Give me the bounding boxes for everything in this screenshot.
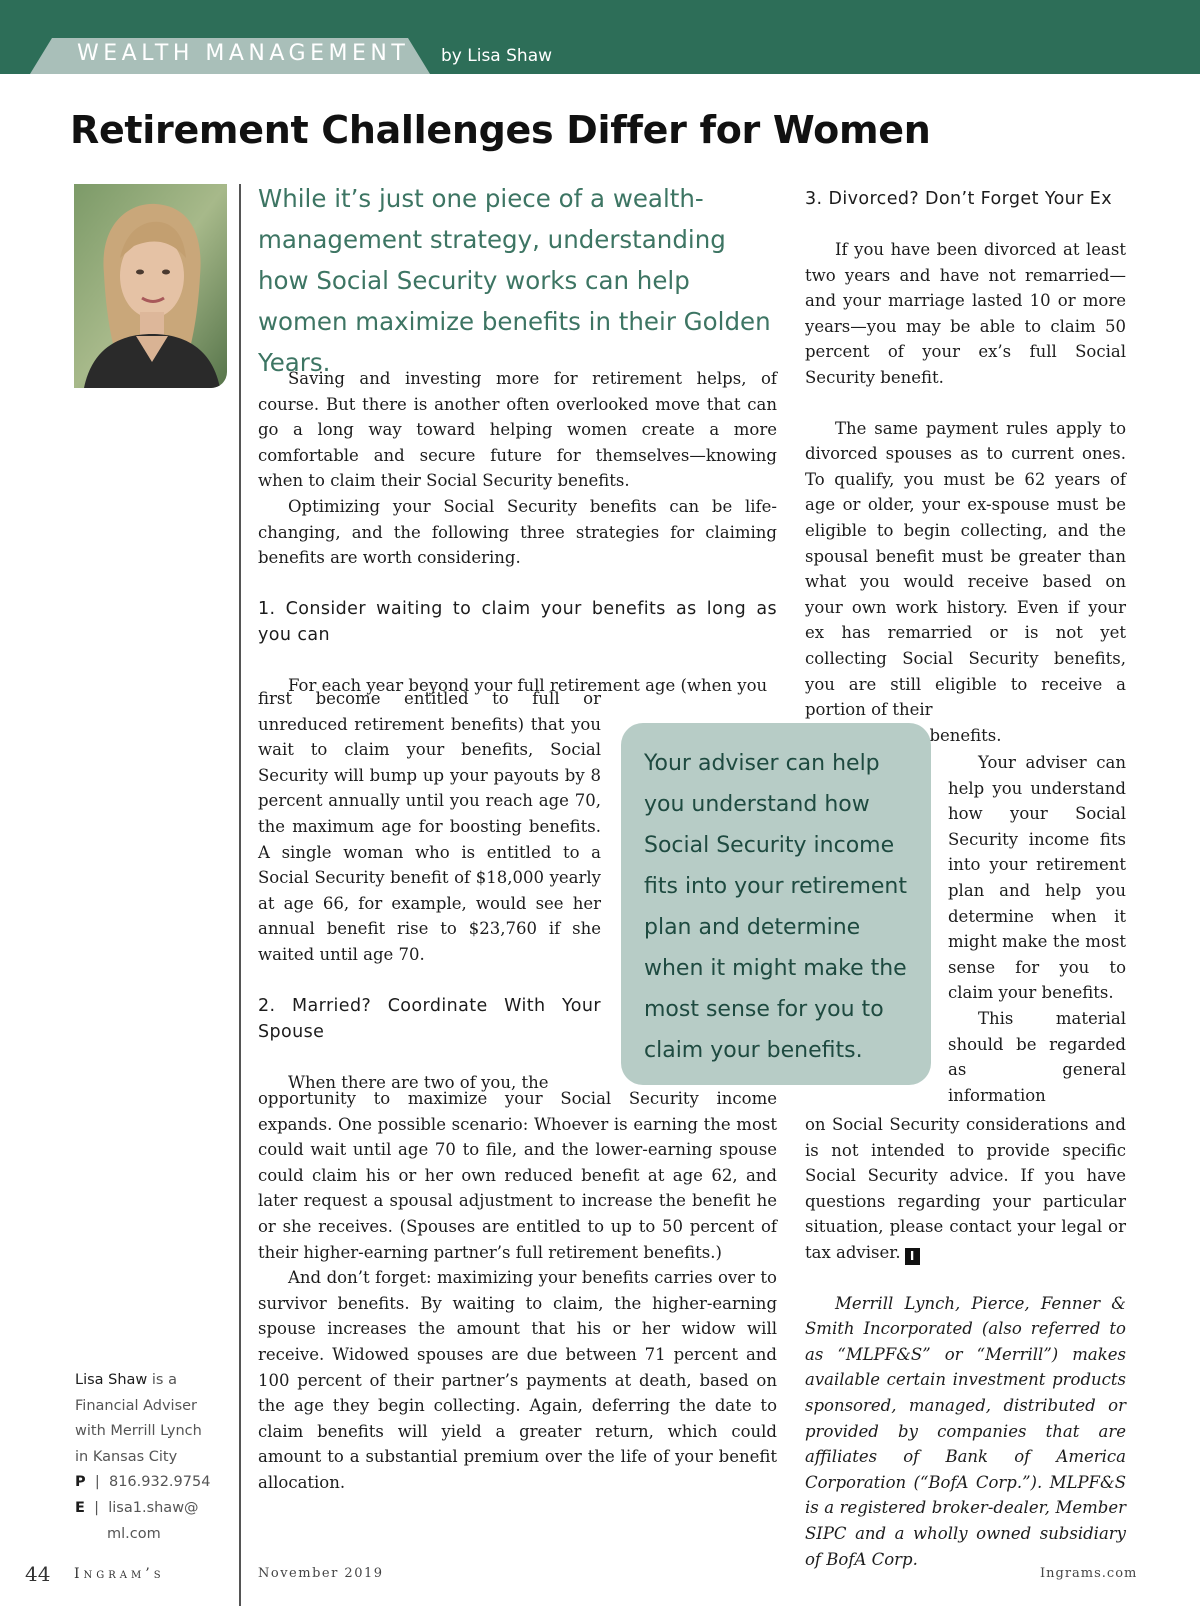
page-number: 44	[25, 1562, 51, 1586]
section-2-paragraph-2: And don’t forget: maximizing your benefits carries over to survivor benefits. By waiting to claim, the higher-earning spouse increases the amount that his or her widow will receive. Widowed spouses are due between 71 percent and 100 percent of their partner’s payments at death, based on the age they begin collecting. Again, deferring the date to claim benefits will yield a greater return, which could amount to a substantial premium over the life of your benefit allocation.	[258, 1268, 777, 1492]
author-photo	[74, 184, 227, 388]
section-1-paragraph-start: For each year beyond your full retirement age (when you	[288, 675, 768, 695]
bio-name: Lisa Shaw	[75, 1372, 148, 1388]
byline: by Lisa Shaw	[441, 46, 553, 66]
bio-line-1: is a	[147, 1372, 177, 1388]
section-2-heading: 2. Married? Coordinate With Your Spouse	[258, 995, 601, 1042]
phone-label: P	[75, 1474, 86, 1491]
email-label: E	[75, 1499, 85, 1516]
column-2-wrap	[948, 750, 1126, 1108]
section-2-paragraph-start: When there are two of you, the	[288, 1072, 549, 1092]
column-1-lower	[258, 1086, 777, 1496]
magazine-name: Ingram’s	[74, 1566, 165, 1582]
disclaimer: Merrill Lynch, Pierce, Fenner & Smith Incorporated (also referred to as “MLPF&S” or “Merrill”) makes available certain investment products sponsored, managed, distributed or provided by companies that are affiliates of Bank of America Corporation (“BofA Corp.”). MLPF&S is a registered broker-dealer, Member SIPC and a wholly owned subsidiary of BofA Corp.	[805, 1293, 1126, 1569]
column-1-intro	[258, 366, 777, 698]
bio-email-row: E | lisa1.shaw@	[75, 1499, 199, 1516]
website-link[interactable]: Ingrams.com	[1040, 1566, 1138, 1581]
issue-date: November 2019	[258, 1566, 384, 1581]
article-deck: While it’s just one piece of a wealth-management strategy, understanding how Social Security works can help women maximize benefits in their Golden Years.	[258, 184, 771, 377]
bio-line-2: Financial Adviser	[75, 1397, 198, 1414]
bio-phone: 816.932.9754	[108, 1474, 211, 1491]
section-3-paragraph-1: If you have been divorced at least two years and have not remarried—and your marriage lasted 10 or more years—you may be able to claim 50 percent of your ex’s full Social Security benefit.	[805, 240, 1126, 387]
column-2-upper	[805, 186, 1126, 748]
section-1-paragraph-cont: first become entitled to full or unreduced retirement benefits) that you wait to claim your benefits, Social Security will bump up your payouts by 8 percent annually until you reach age 70, the maximum age for boosting benefits. A single woman who is entitled to a Social Security benefit of $18,000 yearly at age 66, for example, would see her annual benefit rise to $23,760 if she waited until age 70.	[258, 689, 601, 964]
section-2-paragraph-cont: opportunity to maximize your Social Security income expands. One possible scenario: Whoever is earning the most could wait until age 70 to file, and the lower-earning spouse could claim his or her own reduced benefit at age 62, and later request a spousal adjustment to increase the benefit he or she receives. (Spouses are entitled to up to 50 percent of their higher-earning partner’s full retirement benefits.)	[258, 1089, 777, 1262]
end-mark: I	[905, 1248, 920, 1265]
closing-paragraph-2-start: This material should be regarded as general information	[948, 1008, 1126, 1105]
article-title: Retirement Challenges Differ for Women	[70, 108, 931, 152]
closing-paragraph-2-cont	[805, 1112, 1126, 1266]
column-2-lower	[805, 1112, 1126, 1572]
intro-paragraph-1: Saving and investing more for retirement helps, of course. But there is another often overlooked move that can go a long way toward helping women create a more comfortable and secure future for themselves—knowing when to claim their Social Security benefits.	[258, 369, 777, 491]
column-1-wrap	[258, 686, 601, 1095]
pull-quote: Your adviser can help you understand how Social Security income fits into your retirement plan and determine when it might make the most sense for you to claim your benefits.	[644, 751, 908, 1063]
bio-phone-row: P | 816.932.9754	[75, 1474, 211, 1491]
section-label: WEALTH MANAGEMENT	[77, 41, 410, 66]
section-1-heading: 1. Consider waiting to claim your benefits as long as you can	[258, 598, 777, 645]
intro-paragraph-2: Optimizing your Social Security benefits can be life-changing, and the following three strategies for claiming benefits are worth considering.	[258, 496, 777, 568]
closing-paragraph-1: Your adviser can help you understand how your Social Security income fits into your retirement plan and help you determine when it might make the most sense for you to claim your benefits.	[948, 753, 1126, 1003]
bio-line-3: with Merrill Lynch	[75, 1423, 202, 1440]
bio-email-2: ml.com	[107, 1525, 161, 1542]
closing-paragraph-2-text: on Social Security considerations and is not intended to provide specific Social Security advice. If you have questions regarding your particular situation, please contact your legal or tax adviser.	[805, 1115, 1126, 1262]
section-3-heading: 3. Divorced? Don’t Forget Your Ex	[805, 189, 1112, 209]
bio-line-4: in Kansas City	[75, 1448, 178, 1465]
section-3-paragraph-end: benefits.	[929, 725, 1002, 745]
bio-email-1: lisa1.shaw@	[108, 1499, 199, 1516]
column-rule	[239, 184, 241, 1606]
section-3-paragraph-2: The same payment rules apply to divorced spouses as to current ones. To qualify, you must be 62 years of age or older, your ex-spouse must be eligible to begin collecting, and the spousal benefit must be greater than what you would receive based on your own work history. Even if your ex has remarried or is not yet collecting Social Security benefits, you are still eligible to receive a portion of their	[805, 418, 1126, 720]
author-bio	[75, 1368, 235, 1547]
